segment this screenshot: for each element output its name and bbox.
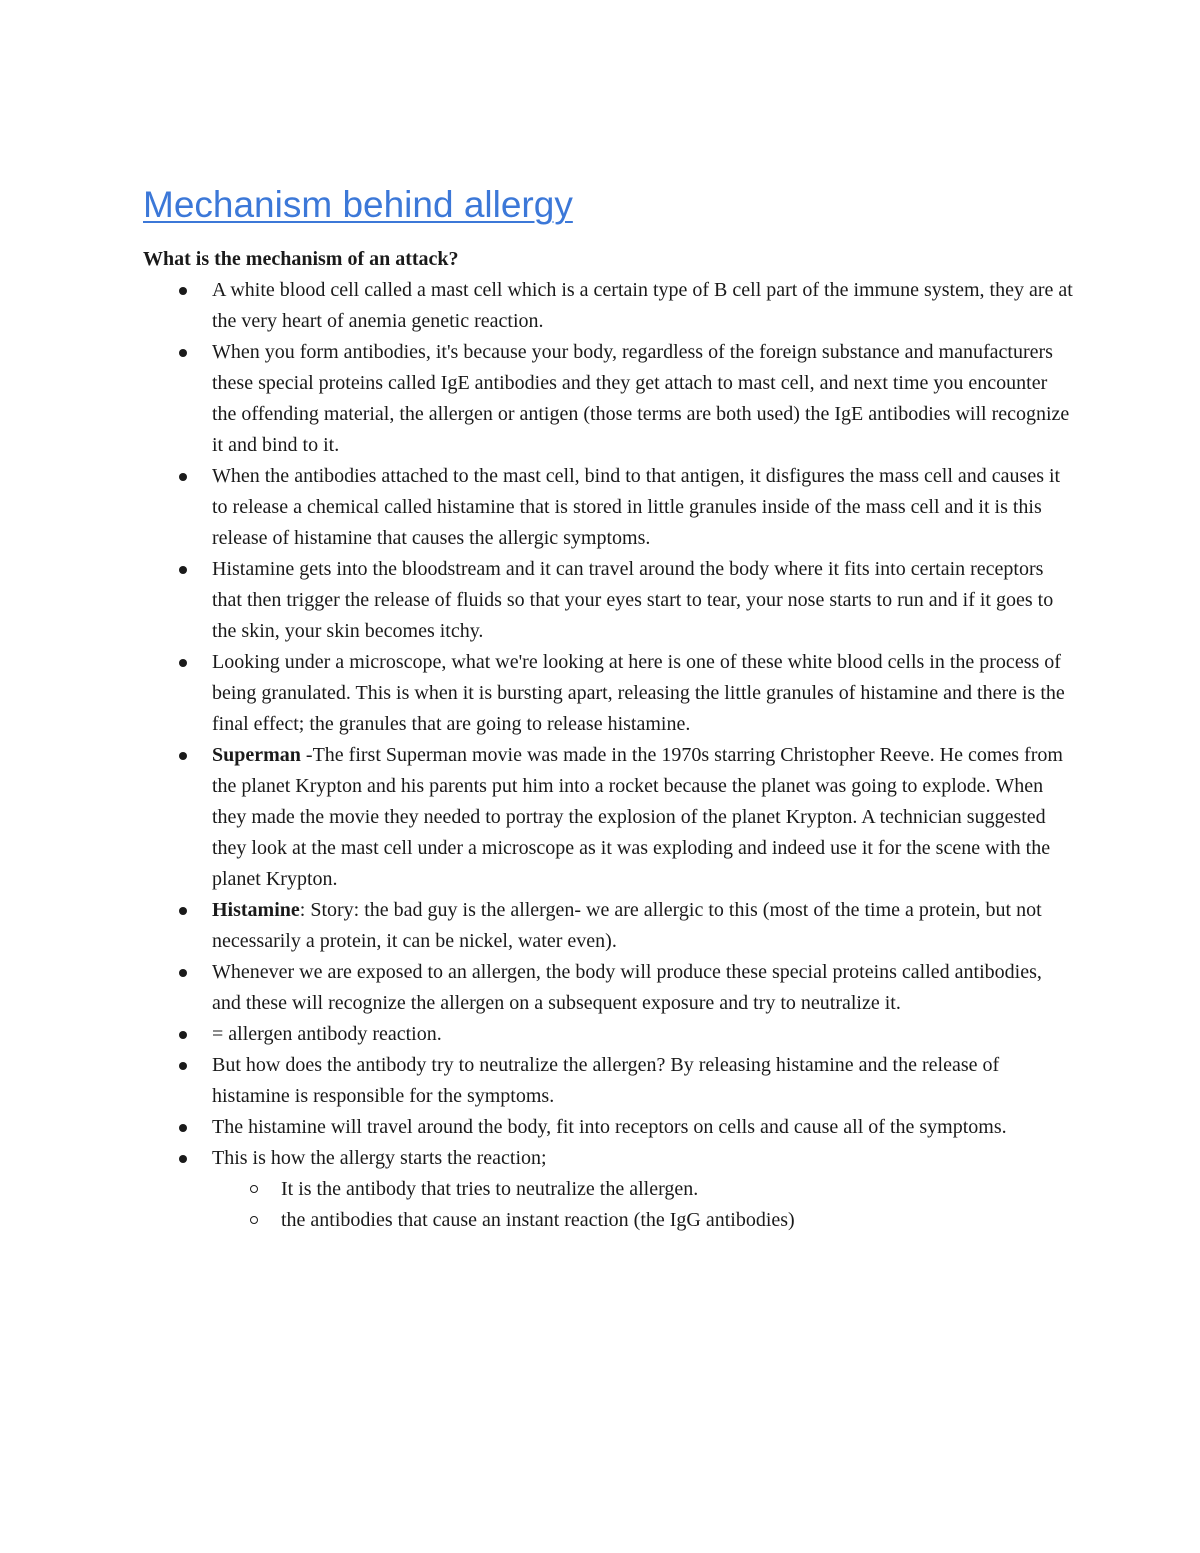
list-item-text: When the antibodies attached to the mast cell, bind to that antigen, it disfigures the mass cell and causes it to release a chemical called histamine that is stored in little granules inside of the mass cell and it is this release of histamine that causes the allergic symptoms. xyxy=(212,465,1061,549)
bullet-icon xyxy=(179,659,187,667)
bullet-icon xyxy=(179,752,187,760)
list-item-histamine xyxy=(143,895,1073,957)
bullet-icon xyxy=(179,1124,187,1132)
bullet-icon xyxy=(179,349,187,357)
list-item-text: When you form antibodies, it's because your body, regardless of the foreign substance and manufacturers these special proteins called IgE antibodies and they get attach to mast cell, and next time you encounter the offending material, the allergen or antigen (those terms are both used) the IgE antibodies will recognize it and bind to it. xyxy=(212,341,1070,456)
list-item-text: This is how the allergy starts the reaction; xyxy=(212,1147,547,1169)
list-item xyxy=(143,1019,1073,1050)
section-question: What is the mechanism of an attack? xyxy=(143,248,459,270)
list-item-text: The histamine will travel around the body, fit into receptors on cells and cause all of the symptoms. xyxy=(212,1116,1007,1138)
list-item-text: Looking under a microscope, what we're looking at here is one of these white blood cells in the process of being granulated. This is when it is bursting apart, releasing the little granules of histamine and there is the final effect; the granules that are going to release histamine. xyxy=(212,651,1065,735)
bullet-list xyxy=(143,275,1073,1236)
list-item xyxy=(143,461,1073,554)
hollow-bullet-icon xyxy=(250,1216,258,1224)
list-item xyxy=(143,957,1073,1019)
list-item xyxy=(143,1112,1073,1143)
bullet-icon xyxy=(179,566,187,574)
list-item-lead: Histamine xyxy=(212,899,300,921)
list-item-lead: Superman xyxy=(212,744,301,766)
hollow-bullet-icon xyxy=(250,1185,258,1193)
list-item-text: A white blood cell called a mast cell which is a certain type of B cell part of the immune system, they are at the very heart of anemia genetic reaction. xyxy=(212,279,1073,332)
sub-list-item-text: It is the antibody that tries to neutralize the allergen. xyxy=(281,1178,699,1200)
list-item-text: : Story: the bad guy is the allergen- we are allergic to this (most of the time a protein, but not necessarily a protein, it can be nickel, water even). xyxy=(212,899,1042,952)
bullet-icon xyxy=(179,473,187,481)
bullet-icon xyxy=(179,1062,187,1070)
bullet-icon xyxy=(179,287,187,295)
list-item-superman xyxy=(143,740,1073,895)
sub-bullet-list xyxy=(212,1174,1073,1236)
list-item-text: Whenever we are exposed to an allergen, the body will produce these special proteins called antibodies, and these will recognize the allergen on a subsequent exposure and try to neutralize it. xyxy=(212,961,1042,1014)
bullet-icon xyxy=(179,1031,187,1039)
list-item xyxy=(143,1050,1073,1112)
list-item-text: But how does the antibody try to neutralize the allergen? By releasing histamine and the release of histamine is responsible for the symptoms. xyxy=(212,1054,1000,1107)
page-title: Mechanism behind allergy xyxy=(143,184,573,225)
list-item-text: = allergen antibody reaction. xyxy=(212,1023,442,1045)
sub-list-item xyxy=(212,1174,1073,1205)
bullet-icon xyxy=(179,1155,187,1163)
list-item-text: -The first Superman movie was made in the 1970s starring Christopher Reeve. He comes from the planet Krypton and his parents put him into a rocket because the planet was going to explode. When they made the movie they needed to portray the explosion of the planet Krypton. A technician suggested they look at the mast cell under a microscope as it was exploding and indeed use it for the scene with the planet Krypton. xyxy=(212,744,1063,890)
list-item-text: Histamine gets into the bloodstream and it can travel around the body where it fits into certain receptors that then trigger the release of fluids so that your eyes start to tear, your nose starts to run and if it goes to the skin, your skin becomes itchy. xyxy=(212,558,1054,642)
sub-list-item-text: the antibodies that cause an instant reaction (the IgG antibodies) xyxy=(281,1209,795,1231)
list-item xyxy=(143,275,1073,337)
sub-list-item xyxy=(212,1205,1073,1236)
bullet-icon xyxy=(179,969,187,977)
list-item xyxy=(143,337,1073,461)
list-item xyxy=(143,647,1073,740)
list-item xyxy=(143,1143,1073,1236)
bullet-icon xyxy=(179,907,187,915)
document-body xyxy=(143,244,1073,1236)
list-item xyxy=(143,554,1073,647)
